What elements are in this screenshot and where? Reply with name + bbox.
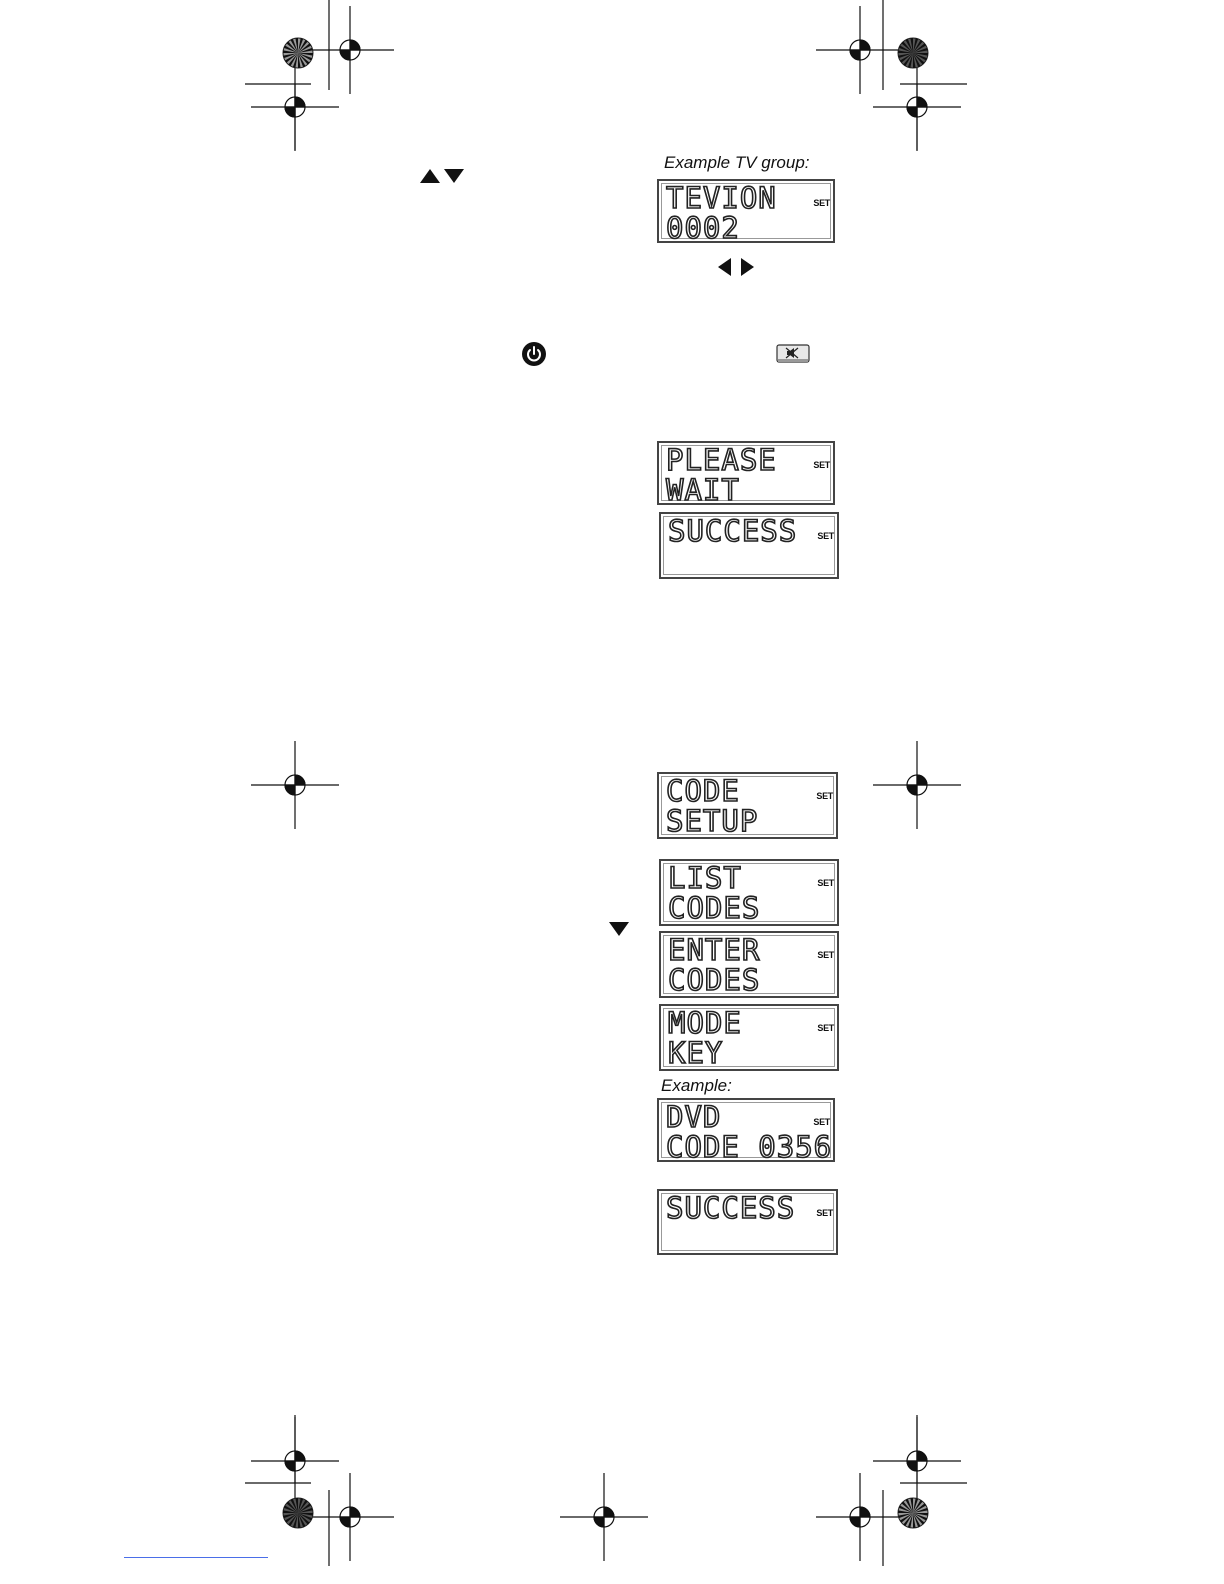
lcd-line-1: MODE <box>668 1006 742 1040</box>
crosshair-target-icon <box>560 1473 648 1561</box>
set-indicator: SET <box>817 531 834 541</box>
down-arrow-icon <box>607 920 631 938</box>
set-indicator: SET <box>813 1117 830 1127</box>
lcd-line-1: LIST <box>668 861 742 895</box>
lcd-line-2: SETUP <box>666 804 759 838</box>
star-target-icon <box>898 38 928 68</box>
crosshair-target-icon <box>251 1417 339 1505</box>
lcd-display-success-final <box>657 1189 838 1255</box>
crosshair-target-icon <box>816 1473 904 1561</box>
lcd-line-2: KEY <box>668 1036 724 1070</box>
set-indicator: SET <box>813 460 830 470</box>
star-target-icon <box>898 1498 928 1528</box>
lcd-display-list-codes <box>659 859 839 926</box>
lcd-display-please-wait <box>657 441 835 505</box>
crosshair-target-icon <box>873 63 961 151</box>
example-caption: Example: <box>661 1076 732 1095</box>
lcd-line-1: ENTER <box>668 933 761 967</box>
mute-icon <box>776 344 810 364</box>
set-indicator: SET <box>817 1023 834 1033</box>
lcd-line-1: PLEASE <box>666 443 777 477</box>
lcd-display-enter-codes <box>659 931 839 998</box>
lcd-display-dvd-code <box>657 1098 835 1162</box>
power-icon <box>521 341 547 367</box>
star-target-icon <box>283 1498 313 1528</box>
crosshair-target-icon <box>251 63 339 151</box>
lcd-line-1: CODE <box>666 774 740 808</box>
set-indicator: SET <box>816 791 833 801</box>
crosshair-target-icon <box>873 741 961 829</box>
set-indicator: SET <box>817 878 834 888</box>
lcd-display-mode-key <box>659 1004 839 1071</box>
crosshair-target-icon <box>873 1417 961 1505</box>
lcd-display-success <box>659 512 839 579</box>
lcd-line-1: DVD <box>666 1100 722 1134</box>
left-right-arrow-icon <box>716 256 758 278</box>
up-down-arrow-icon <box>418 166 468 186</box>
lcd-display-tevion <box>657 179 835 243</box>
lcd-line-1: TEVION <box>666 181 777 215</box>
set-indicator: SET <box>816 1208 833 1218</box>
lcd-line-2: CODES <box>668 891 761 925</box>
lcd-line-1: SUCCESS <box>668 514 798 548</box>
example-tv-group-caption: Example TV group: <box>664 153 810 172</box>
crosshair-target-icon <box>306 6 394 94</box>
set-indicator: SET <box>813 198 830 208</box>
lcd-line-2: CODE 0356 <box>666 1130 833 1164</box>
lcd-line-2: CODES <box>668 963 761 997</box>
lcd-line-1: SUCCESS <box>666 1191 796 1225</box>
crosshair-target-icon <box>306 1473 394 1561</box>
bottom-rule <box>124 1557 268 1558</box>
crosshair-target-icon <box>251 741 339 829</box>
lcd-line-2: WAIT <box>666 473 740 507</box>
star-target-icon <box>283 38 313 68</box>
lcd-display-code-setup <box>657 772 838 839</box>
set-indicator: SET <box>817 950 834 960</box>
crosshair-target-icon <box>816 6 904 94</box>
lcd-line-2: 0002 <box>666 211 740 245</box>
